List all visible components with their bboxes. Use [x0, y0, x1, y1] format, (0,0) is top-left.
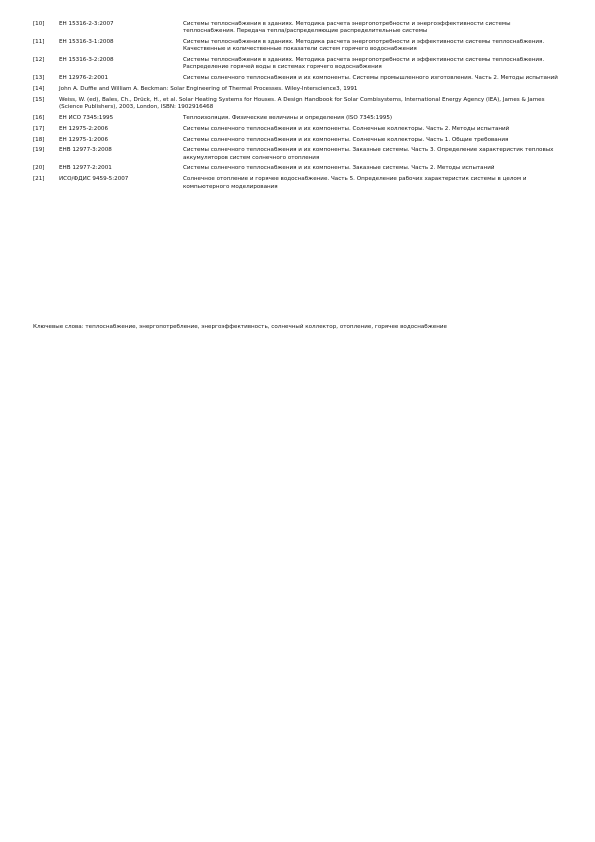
entry-title: Системы солнечного теплоснабжения и их компоненты. Заказные системы. Часть 3. Определение характеристик тепловых аккумуляторов систем солнечного отопления — [183, 147, 554, 161]
bibliography-entry — [33, 86, 563, 93]
entry-number: [16] — [33, 114, 45, 121]
bibliography-entry — [33, 137, 563, 144]
entry-number: [18] — [33, 136, 45, 143]
entry-title: Системы солнечного теплоснабжения и их компоненты. Системы промышленного изготовления. Часть 2. Методы испытаний — [183, 75, 558, 82]
standard-code: ЕН 12976-2:2001 — [59, 75, 109, 82]
standard-code: ЕН 12975-1:2006 — [59, 136, 109, 143]
entry-title: Системы солнечного теплоснабжения и их компоненты. Солнечные коллекторы. Часть 1. Общие требования — [183, 136, 509, 143]
bibliography-entry — [33, 21, 563, 36]
entry-title: Солнечное отопление и горячее водоснабжение. Часть 5. Определение рабочих характеристик системы в целом и компьютерного моделирования — [183, 176, 527, 190]
standard-code: ЕН ИСО 7345:1995 — [59, 114, 114, 121]
standard-code: ЕН 15316-3-1:2008 — [59, 39, 114, 46]
bibliography-entry — [33, 176, 563, 191]
entry-number: [15] — [33, 96, 45, 103]
bibliography-entry — [33, 115, 563, 122]
bibliography-entry — [33, 57, 563, 72]
standard-code: ЕНВ 12977-3:2008 — [59, 147, 112, 154]
entry-number: [21] — [33, 176, 45, 183]
entry-title: Системы теплоснабжения в зданиях. Методика расчета энергопотребности и эффективности системы теплоснабжения. Распределение горячей воды в системах горячего водоснабжения — [183, 57, 545, 71]
entry-title: Системы солнечного теплоснабжения и их компоненты. Солнечные коллекторы. Часть 2. Методы испытаний — [183, 125, 510, 132]
bibliography-entry — [33, 39, 563, 54]
entry-reference: John A. Duffie and William A. Beckman: Solar Engineering of Thermal Processes. Wiley-Interscience3, 1991 — [59, 86, 358, 93]
bibliography-entry — [33, 97, 563, 112]
entry-number: [17] — [33, 125, 45, 132]
standard-code: ЕНВ 12977-2:2001 — [59, 165, 112, 172]
entry-number: [13] — [33, 75, 45, 82]
entry-title: Системы теплоснабжения в зданиях. Методика расчета энергопотребности и энергоэффективности системы теплоснабжения. Передача тепла/распределяющие распределительные системы — [183, 21, 511, 35]
entry-reference: Weiss, W. (ed), Bales, Ch., Drück, H., et al. Solar Heating Systems for Houses. A Design Handbook for Solar Combisystems, International Energy Agency (IEA), James & James (Science Publishers), 2003, London, ISBN: 1902916468 — [59, 96, 545, 111]
bibliography-list — [33, 21, 563, 194]
entry-title: Системы солнечного теплоснабжения и их компоненты. Заказные системы. Часть 2. Методы испытаний — [183, 165, 495, 172]
entry-title: Системы теплоснабжения в зданиях. Методика расчета энергопотребности и эффективности системы теплоснабжения. Качественные и количественные показатели систем горячего водоснабжения — [183, 39, 545, 53]
bibliography-entry — [33, 126, 563, 133]
bibliography-entry — [33, 147, 563, 162]
bibliography-entry — [33, 75, 563, 82]
standard-code: ЕН 15316-2-3:2007 — [59, 21, 114, 27]
entry-number: [20] — [33, 165, 45, 172]
keywords-line: Ключевые слова: теплоснабжение, энергопотребление, энергоэффективность, солнечный коллектор, отопление, горячее водоснабжение — [33, 324, 447, 330]
bibliography-entry — [33, 165, 563, 172]
entry-number: [12] — [33, 57, 45, 64]
standard-code: ЕН 12975-2:2006 — [59, 125, 109, 132]
standard-code: ИСО/ФДИС 9459-5:2007 — [59, 176, 129, 183]
entry-number: [10] — [33, 21, 45, 27]
entry-title: Теплоизоляция. Физические величины и определения (ISO 7345:1995) — [183, 114, 393, 121]
entry-number: [19] — [33, 147, 45, 154]
entry-number: [11] — [33, 39, 45, 46]
standard-code: ЕН 15316-3-2:2008 — [59, 57, 114, 64]
entry-number: [14] — [33, 86, 45, 93]
